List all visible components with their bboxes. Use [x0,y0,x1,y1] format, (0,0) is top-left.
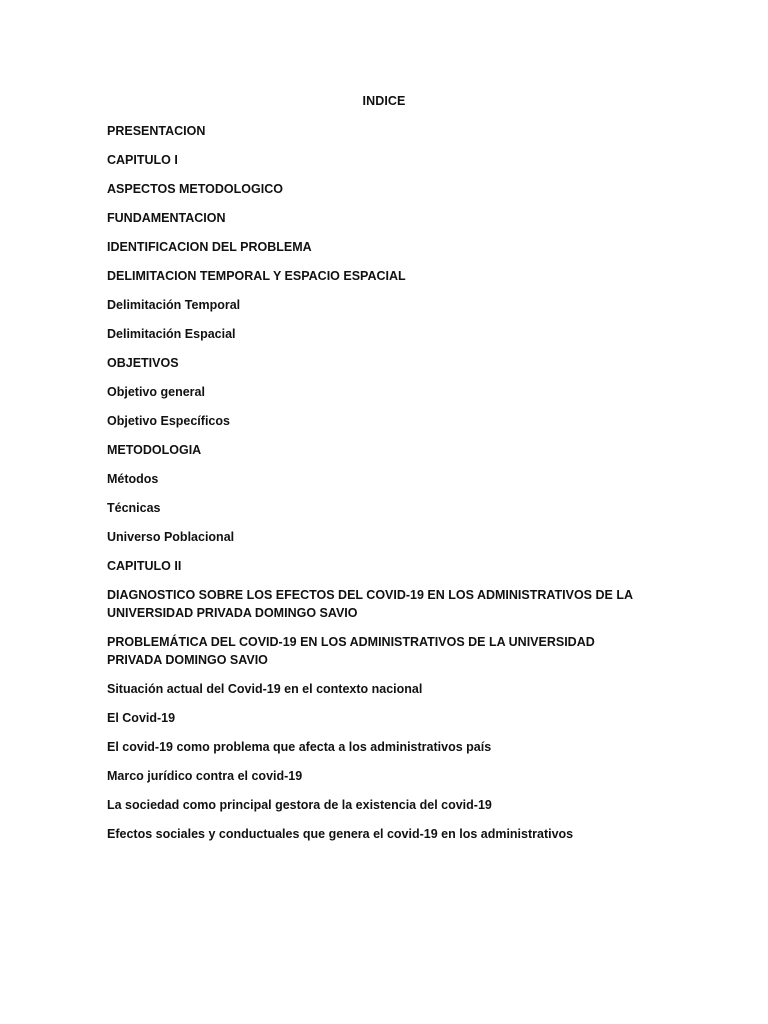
toc-entry: IDENTIFICACION DEL PROBLEMA [107,240,312,254]
toc-entry: Delimitación Temporal [107,298,241,312]
index-title: INDICE [362,94,406,108]
toc-entry: Marco jurídico contra el covid-19 [107,769,303,783]
toc-entry: PROBLEMÁTICA DEL COVID-19 EN LOS ADMINISTRATIVOS DE LA UNIVERSIDAD PRIVADA DOMINGO SAVIO [107,635,595,667]
toc-entry: Situación actual del Covid-19 en el contexto nacional [107,682,423,696]
toc-entry: CAPITULO II [107,559,182,573]
toc-entry: Métodos [107,472,159,486]
toc-entry: DIAGNOSTICO SOBRE LOS EFECTOS DEL COVID-19 EN LOS ADMINISTRATIVOS DE LA UNIVERSIDAD PRIVADA DOMINGO SAVIO [107,588,633,620]
toc-entry: Efectos sociales y conductuales que genera el covid-19 en los administrativos [107,827,574,841]
toc-entry: CAPITULO I [107,153,178,167]
table-of-contents [107,122,647,854]
toc-entry: Técnicas [107,501,161,515]
toc-entry: DELIMITACION TEMPORAL Y ESPACIO ESPACIAL [107,269,406,283]
toc-entry: El Covid-19 [107,711,176,725]
toc-entry: Delimitación Espacial [107,327,236,341]
toc-entry: FUNDAMENTACION [107,211,226,225]
toc-entry: Objetivo general [107,385,205,399]
toc-entry: ASPECTOS METODOLOGICO [107,182,283,196]
toc-entry: Universo Poblacional [107,530,235,544]
toc-entry: METODOLOGIA [107,443,202,457]
toc-entry: La sociedad como principal gestora de la existencia del covid-19 [107,798,492,812]
toc-entry: Objetivo Específicos [107,414,230,428]
toc-entry: PRESENTACION [107,124,206,138]
toc-entry: El covid-19 como problema que afecta a los administrativos país [107,740,492,754]
toc-entry: OBJETIVOS [107,356,179,370]
